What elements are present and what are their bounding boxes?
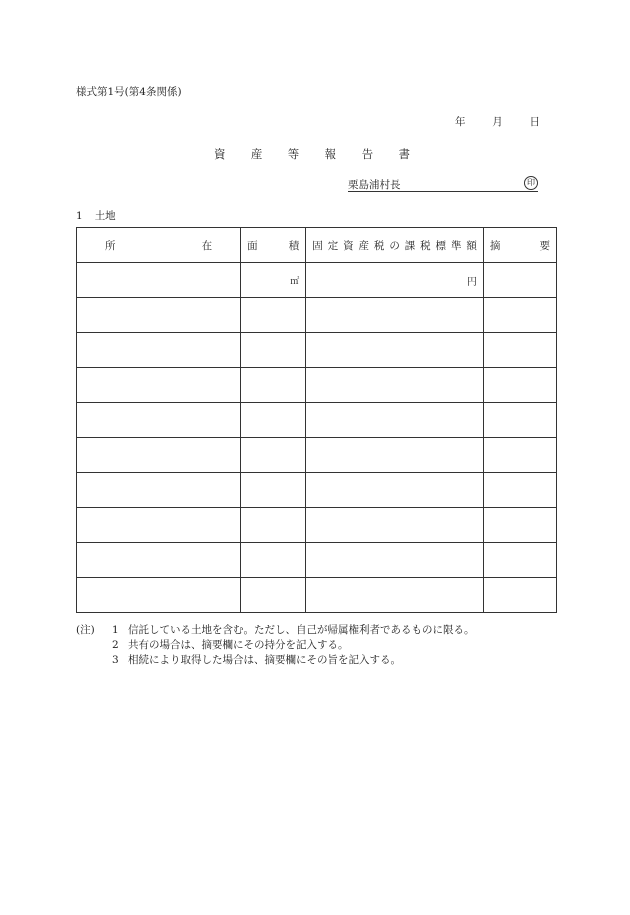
table-header-row <box>77 228 557 263</box>
recipient-label: 栗島浦村長 <box>348 179 401 191</box>
remarks-cell[interactable] <box>483 473 556 508</box>
section-heading <box>76 208 128 223</box>
tax-header-char: 定 <box>327 239 339 252</box>
remarks-cell[interactable] <box>483 298 556 333</box>
area-cell[interactable] <box>241 298 306 333</box>
location-cell[interactable] <box>77 333 241 368</box>
tax-header-char: 税 <box>420 239 431 252</box>
table-row <box>77 368 557 403</box>
title-char: 等 <box>287 147 300 161</box>
date-day-label: 日 <box>529 116 540 128</box>
location-cell[interactable] <box>77 263 241 298</box>
section-number: 1 <box>76 210 83 222</box>
note-item: (注) 1 信託している土地を含む。ただし、自己が帰属権利者であるものに限る。 <box>76 624 475 636</box>
table-row <box>77 403 557 438</box>
location-cell[interactable] <box>77 508 241 543</box>
location-cell[interactable] <box>77 368 241 403</box>
document-title <box>214 146 410 162</box>
title-char: 資 <box>214 147 226 161</box>
table-body <box>77 263 557 613</box>
table-row <box>77 333 557 368</box>
tax-header-char: 額 <box>466 239 477 252</box>
location-cell[interactable] <box>77 403 241 438</box>
table-row <box>77 543 557 578</box>
location-cell[interactable] <box>77 438 241 473</box>
tax-base-cell[interactable] <box>306 403 484 438</box>
table-row <box>77 263 557 298</box>
location-cell[interactable] <box>77 578 241 613</box>
tax-header-char: 準 <box>450 239 462 252</box>
location-cell[interactable] <box>77 543 241 578</box>
tax-base-cell[interactable] <box>306 578 484 613</box>
area-cell[interactable] <box>241 368 306 403</box>
date-month-label: 月 <box>492 116 503 128</box>
area-cell[interactable] <box>241 333 306 368</box>
area-cell[interactable] <box>241 403 306 438</box>
seal-mark: 印 <box>524 176 538 190</box>
tax-base-cell[interactable] <box>306 333 484 368</box>
recipient-line <box>348 177 538 192</box>
remarks-cell[interactable] <box>483 543 556 578</box>
remarks-cell[interactable] <box>483 333 556 368</box>
remarks-cell[interactable] <box>483 403 556 438</box>
tax-base-cell[interactable] <box>306 508 484 543</box>
date-year-label: 年 <box>455 116 466 128</box>
table-row <box>77 438 557 473</box>
table-row <box>77 578 557 613</box>
title-char: 報 <box>324 147 337 161</box>
location-cell[interactable] <box>77 473 241 508</box>
table-row <box>77 473 557 508</box>
remarks-cell[interactable] <box>483 578 556 613</box>
note-item: 2 共有の場合は、摘要欄にその持分を記入する。 <box>112 639 349 651</box>
tax-header-char: 課 <box>404 239 416 252</box>
tax-header-char: 税 <box>373 239 385 252</box>
title-char: 産 <box>250 147 263 161</box>
area-cell[interactable] <box>241 473 306 508</box>
note-item: 3 相続により取得した場合は、摘要欄にその旨を記入する。 <box>112 654 401 666</box>
section-label: 土地 <box>94 210 116 222</box>
table-row <box>77 298 557 333</box>
tax-base-cell[interactable]: 円 <box>306 263 484 298</box>
land-table <box>76 227 557 613</box>
area-cell[interactable] <box>241 438 306 473</box>
title-char: 書 <box>398 147 410 161</box>
area-cell[interactable]: ㎡ <box>241 263 306 298</box>
header-remarks: 摘 要 <box>483 228 556 263</box>
title-char: 告 <box>361 147 374 161</box>
header-location: 所 在 <box>77 228 241 263</box>
table-row <box>77 508 557 543</box>
tax-header-char: 資 <box>343 239 354 252</box>
tax-header-char: 産 <box>358 239 370 252</box>
tax-header-char: 固 <box>312 239 323 252</box>
notes <box>76 623 475 668</box>
tax-base-cell[interactable] <box>306 298 484 333</box>
tax-base-cell[interactable] <box>306 368 484 403</box>
tax-header-char: 標 <box>435 239 447 252</box>
remarks-cell[interactable] <box>483 508 556 543</box>
header-tax-base <box>306 228 484 263</box>
form-number: 様式第1号(第4条関係) <box>76 86 182 98</box>
date-line <box>455 114 540 129</box>
area-cell[interactable] <box>241 578 306 613</box>
tax-base-cell[interactable] <box>306 543 484 578</box>
remarks-cell[interactable] <box>483 263 556 298</box>
header-area: 面 積 <box>241 228 306 263</box>
remarks-cell[interactable] <box>483 368 556 403</box>
notes-prefix: (注) <box>76 624 95 636</box>
area-cell[interactable] <box>241 543 306 578</box>
tax-base-cell[interactable] <box>306 473 484 508</box>
tax-base-cell[interactable] <box>306 438 484 473</box>
area-cell[interactable] <box>241 508 306 543</box>
location-cell[interactable] <box>77 298 241 333</box>
remarks-cell[interactable] <box>483 438 556 473</box>
tax-header-char: の <box>389 239 400 252</box>
